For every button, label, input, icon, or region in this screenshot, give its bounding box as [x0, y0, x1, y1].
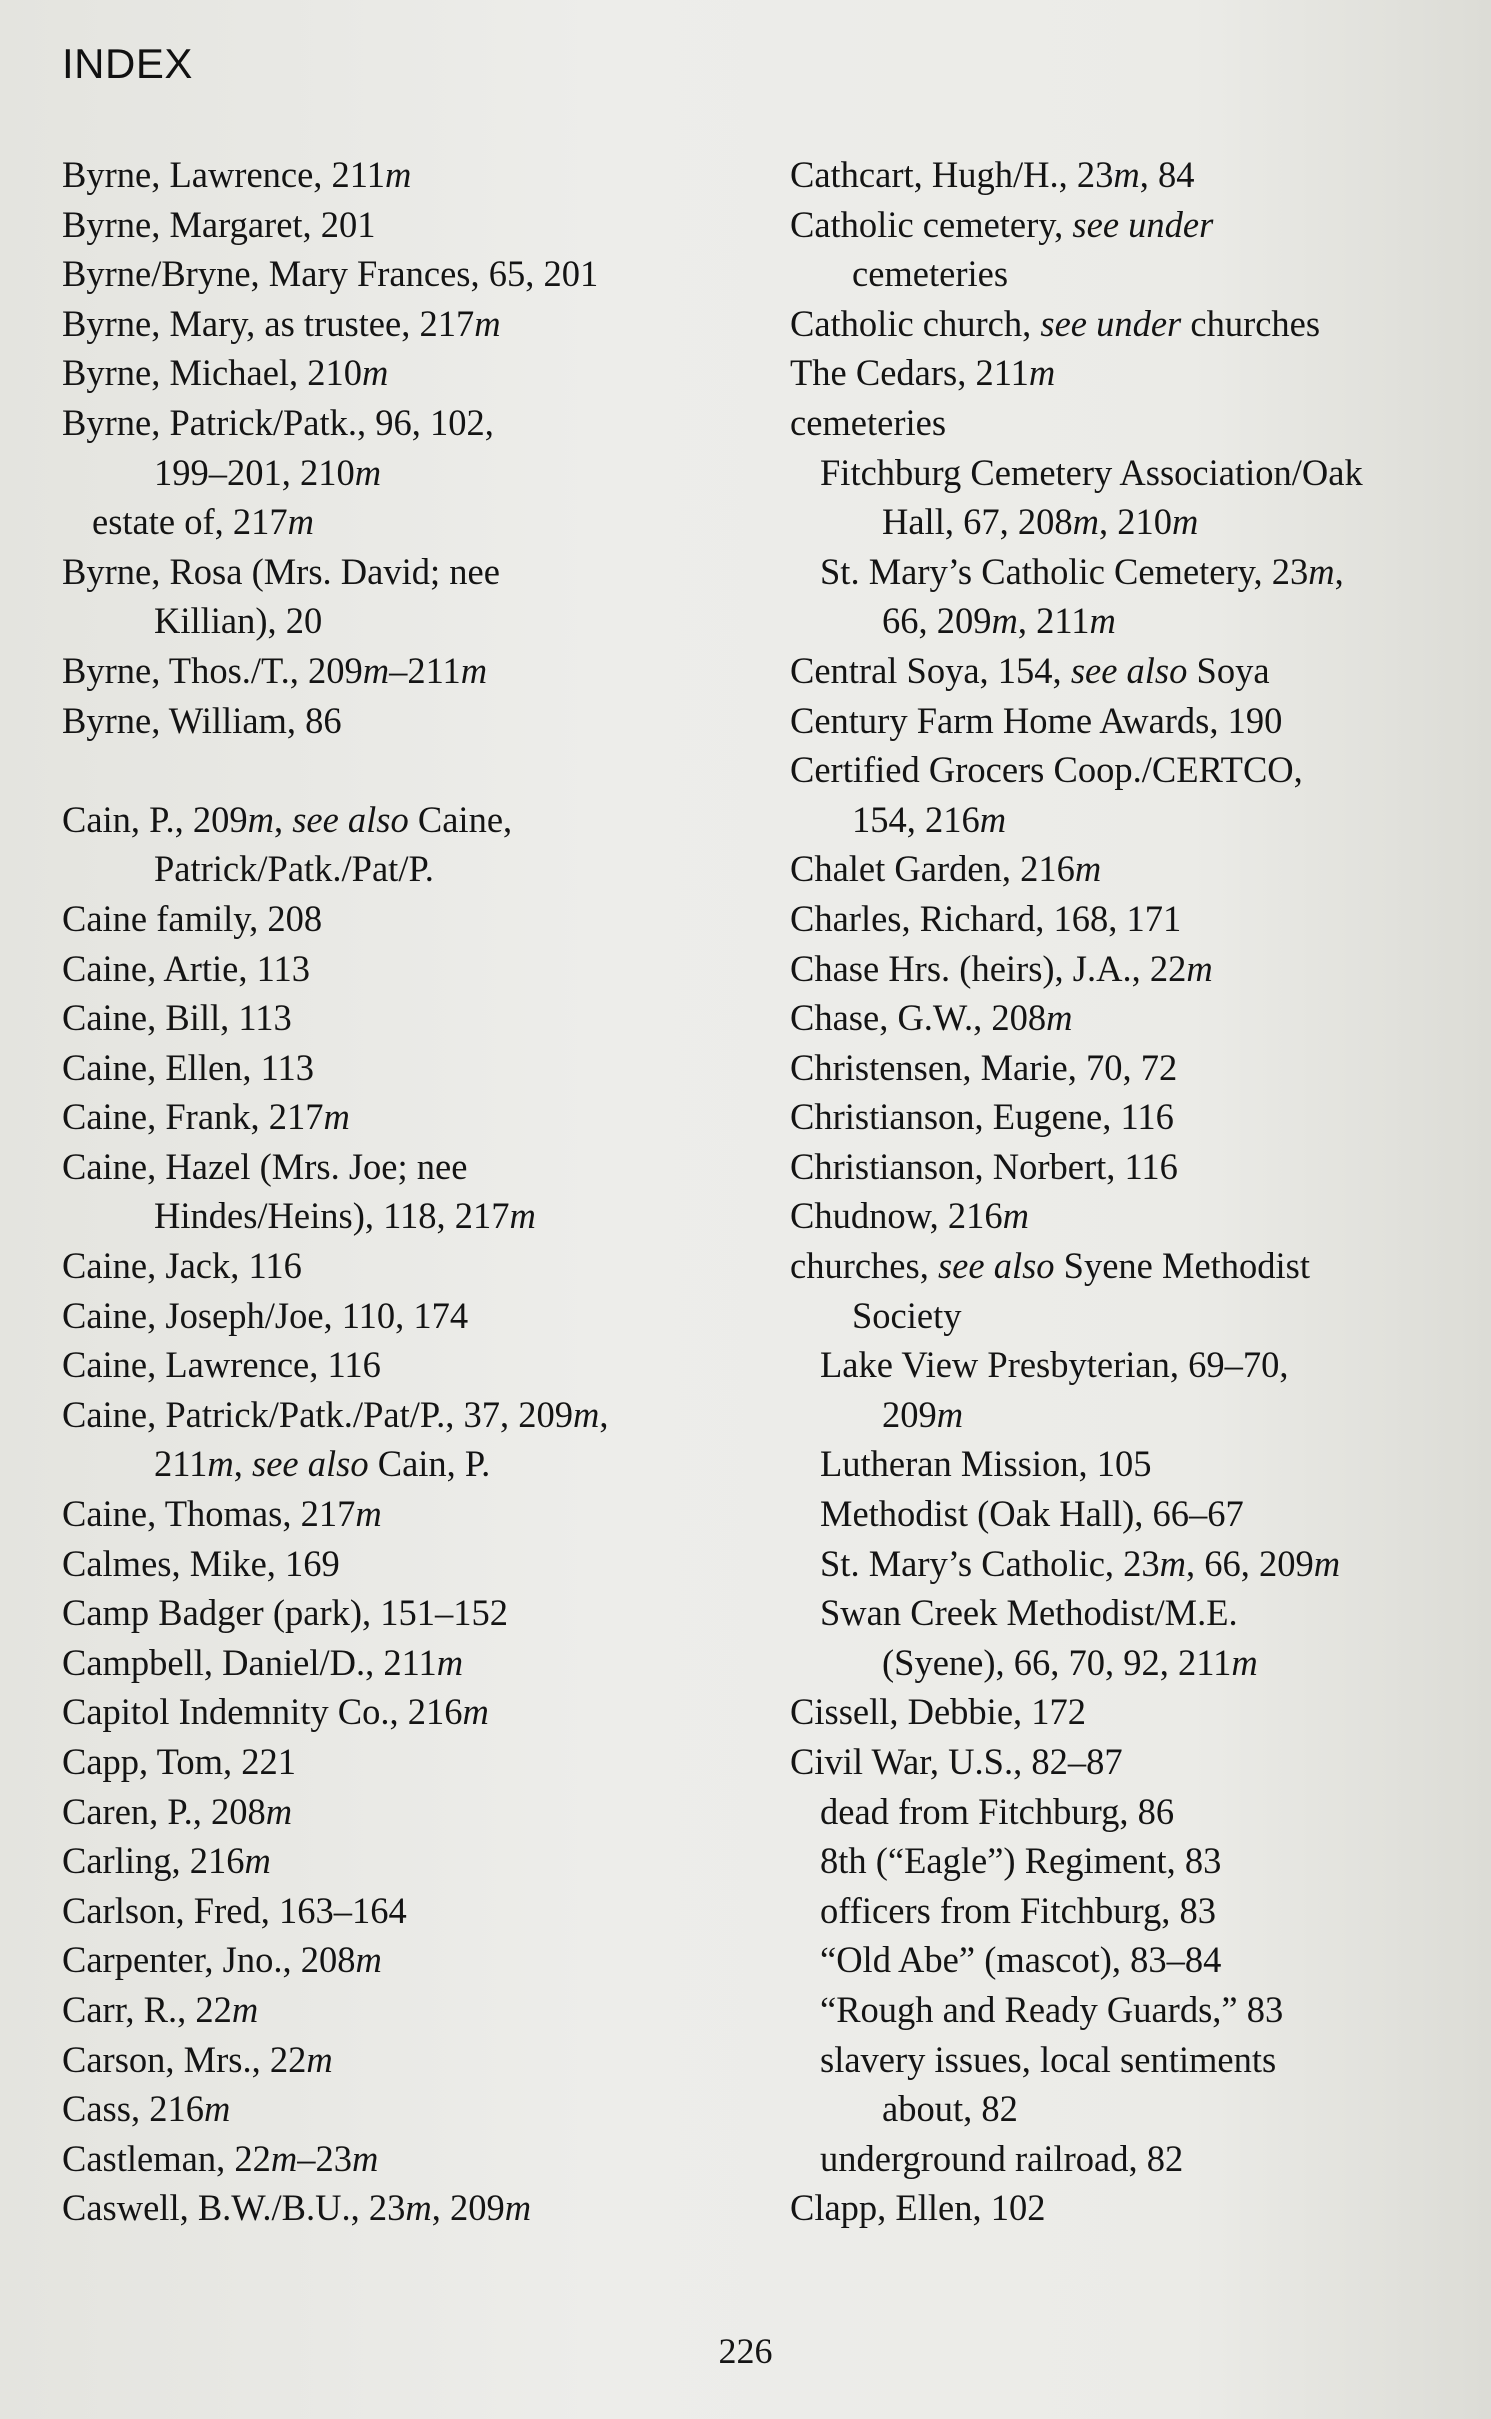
index-subentry: Swan Creek Methodist/M.E. [820, 1592, 1238, 1634]
page-number: 226 [718, 2331, 773, 2371]
index-entry: Central Soya, 154, see also Soya [790, 649, 1270, 691]
index-subentry: cemeteries [852, 253, 1009, 295]
index-entry: Cathcart, Hugh/H., 23m, 84 [790, 154, 1195, 195]
index-entry: Certified Grocers Coop./CERTCO, [790, 749, 1303, 791]
index-entry: Christianson, Eugene, 116 [790, 1096, 1174, 1138]
index-subentry: 209m [882, 1393, 964, 1435]
index-entry: Civil War, U.S., 82–87 [790, 1741, 1123, 1782]
index-subentry: Fitchburg Cemetery Association/Oak [820, 451, 1363, 493]
index-subentry: St. Mary’s Catholic Cemetery, 23m, [820, 550, 1344, 592]
index-subentry: dead from Fitchburg, 86 [820, 1790, 1175, 1832]
index-subentry: 66, 209m, 211m [882, 600, 1116, 642]
index-entry: Chase Hrs. (heirs), J.A., 22m [790, 947, 1213, 989]
index-entry: Catholic church, see under churches [790, 302, 1321, 344]
index-entry: Byrne, Mary, as trustee, 217m [62, 302, 501, 344]
index-entry: Capitol Indemnity Co., 216m [62, 1691, 489, 1733]
index-entry: Camp Badger (park), 151–152 [62, 1592, 509, 1634]
index-entry: Byrne, Michael, 210m [62, 352, 389, 394]
index-entry: Century Farm Home Awards, 190 [790, 699, 1283, 741]
index-entry: Caine, Bill, 113 [62, 997, 292, 1039]
index-entry: Caine, Ellen, 113 [62, 1046, 315, 1088]
index-entry: Caine, Artie, 113 [62, 947, 311, 989]
section-gap [62, 745, 742, 795]
index-subentry: estate of, 217m [92, 501, 314, 543]
index-subentry: Society [852, 1294, 962, 1336]
index-subentry: about, 82 [882, 2088, 1018, 2130]
index-entry: Caine, Frank, 217m [62, 1096, 350, 1138]
index-subentry: officers from Fitchburg, 83 [820, 1889, 1217, 1931]
index-subentry: 154, 216m [852, 798, 1007, 840]
index-entry: Catholic cemetery, see under [790, 203, 1214, 245]
index-entry: Byrne, Thos./T., 209m–211m [62, 649, 488, 691]
index-entry: Chudnow, 216m [790, 1195, 1029, 1237]
index-entry: Caine, Lawrence, 116 [62, 1344, 381, 1386]
index-entry: Byrne/Bryne, Mary Frances, 65, 201 [62, 253, 599, 295]
index-entry: Campbell, Daniel/D., 211m [62, 1641, 464, 1683]
index-entry: Christianson, Norbert, 116 [790, 1145, 1178, 1187]
index-subentry: Methodist (Oak Hall), 66–67 [820, 1493, 1244, 1535]
index-subentry: Killian), 20 [154, 600, 323, 642]
index-entry: Carr, R., 22m [62, 1988, 259, 2030]
index-subentry: “Old Abe” (mascot), 83–84 [820, 1939, 1222, 1981]
index-entry: Caine, Thomas, 217m [62, 1493, 382, 1535]
index-subentry: (Syene), 66, 70, 92, 211m [882, 1641, 1258, 1683]
index-entry: Charles, Richard, 168, 171 [790, 897, 1182, 939]
index-entry: Calmes, Mike, 169 [62, 1542, 340, 1584]
index-entry: Caine, Jack, 116 [62, 1245, 302, 1287]
index-entry: Cain, P., 209m, see also Caine, [62, 798, 513, 840]
index-entry: Caine, Hazel (Mrs. Joe; nee [62, 1145, 468, 1187]
index-entry: Christensen, Marie, 70, 72 [790, 1046, 1178, 1088]
index-entry: Byrne, Lawrence, 211m [62, 154, 412, 195]
index-subentry: “Rough and Ready Guards,” 83 [820, 1988, 1284, 2030]
index-subentry: Lake View Presbyterian, 69–70, [820, 1344, 1289, 1386]
index-entry: Capp, Tom, 221 [62, 1741, 297, 1782]
index-subentry: Patrick/Patk./Pat/P. [154, 848, 434, 890]
index-entry: Caswell, B.W./B.U., 23m, 209m [62, 2187, 532, 2229]
index-entry: Clapp, Ellen, 102 [790, 2187, 1046, 2229]
index-subentry: slavery issues, local sentiments [820, 2038, 1277, 2080]
index-column-right [790, 150, 1470, 2233]
index-entry: Caine, Joseph/Joe, 110, 174 [62, 1294, 469, 1336]
index-entry: Caine family, 208 [62, 897, 323, 939]
index-entry: The Cedars, 211m [790, 352, 1056, 394]
index-entry: Castleman, 22m–23m [62, 2137, 379, 2179]
index-entry: cemeteries [790, 401, 947, 443]
index-entry: Chalet Garden, 216m [790, 848, 1102, 890]
index-subentry: Lutheran Mission, 105 [820, 1443, 1152, 1485]
index-column-left [62, 150, 742, 2233]
index-subentry: Hall, 67, 208m, 210m [882, 501, 1199, 543]
index-subentry: Hindes/Heins), 118, 217m [154, 1195, 536, 1237]
index-entry: Byrne, Patrick/Patk., 96, 102, [62, 401, 494, 443]
index-entry: Chase, G.W., 208m [790, 997, 1073, 1039]
index-entry: Carpenter, Jno., 208m [62, 1939, 382, 1981]
index-subentry: 211m, see also Cain, P. [154, 1443, 491, 1485]
index-entry: Caren, P., 208m [62, 1790, 293, 1832]
index-entry: Carlson, Fred, 163–164 [62, 1889, 407, 1931]
index-entry: churches, see also Syene Methodist [790, 1245, 1311, 1287]
index-entry: Caine, Patrick/Patk./Pat/P., 37, 209m, [62, 1393, 609, 1435]
index-entry: Cissell, Debbie, 172 [790, 1691, 1087, 1733]
index-entry: Cass, 216m [62, 2088, 231, 2130]
index-entry: Carling, 216m [62, 1840, 271, 1882]
index-entry: Carson, Mrs., 22m [62, 2038, 333, 2080]
index-entry: Byrne, Margaret, 201 [62, 203, 376, 245]
page-heading: INDEX [62, 40, 193, 87]
index-subentry: 8th (“Eagle”) Regiment, 83 [820, 1840, 1222, 1882]
index-subentry: 199–201, 210m [154, 451, 382, 493]
index-subentry: St. Mary’s Catholic, 23m, 66, 209m [820, 1542, 1341, 1584]
index-entry: Byrne, Rosa (Mrs. David; nee [62, 550, 500, 592]
index-entry: Byrne, William, 86 [62, 699, 342, 741]
index-subentry: underground railroad, 82 [820, 2137, 1184, 2179]
